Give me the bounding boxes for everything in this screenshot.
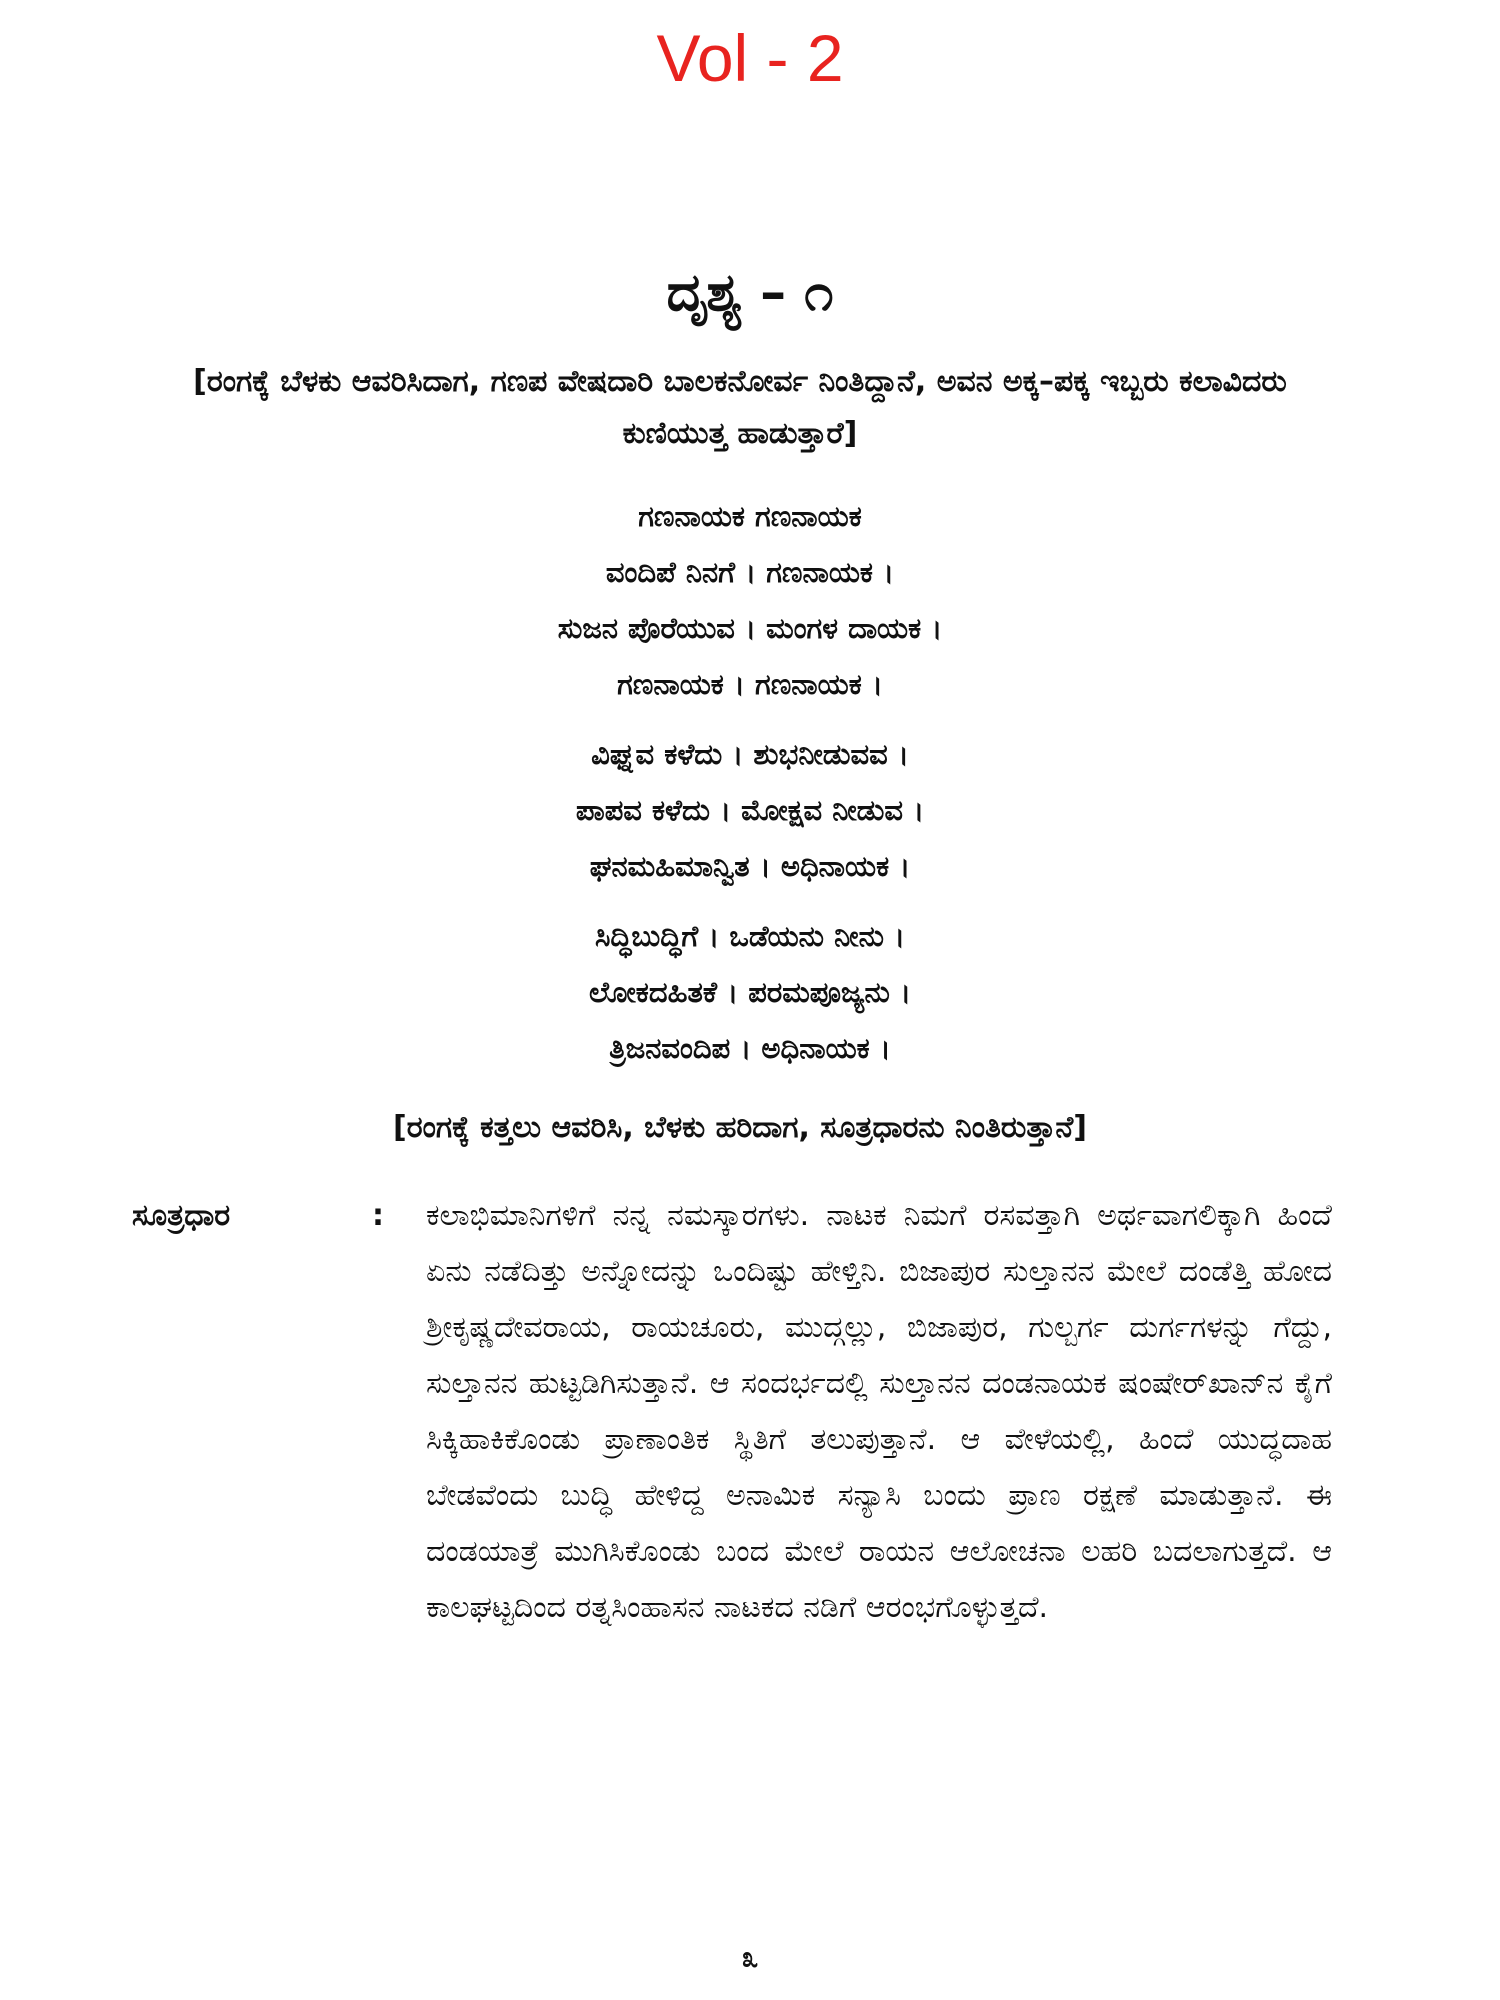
scene-title: ದೃಶ್ಯ – ೧	[666, 263, 834, 323]
song-line: ಗಣನಾಯಕ । ಗಣನಾಯಕ ।	[617, 667, 883, 701]
song-line: ಘನಮಹಿಮಾನ್ವಿತ । ಅಧಿನಾಯಕ ।	[589, 849, 911, 883]
song-line: ತ್ರಿಜನವಂದಿಪ । ಅಧಿನಾಯಕ ।	[609, 1031, 891, 1065]
song-stanza	[0, 726, 1500, 894]
song-stanza	[0, 488, 1500, 712]
song-stanza	[0, 908, 1500, 1076]
song-line: ಸುಜನ ಪೊರೆಯುವ । ಮಂಗಳ ದಾಯಕ ।	[557, 611, 943, 645]
dialogue-text: ಕಲಾಭಿಮಾನಿಗಳಿಗೆ ನನ್ನ ನಮಸ್ಕಾರಗಳು. ನಾಟಕ ನಿಮಗೆ ರಸವತ್ತಾಗಿ ಅರ್ಥವಾಗಲಿಕ್ಕಾಗಿ ಹಿಂದೆ ಏನು ನಡೆದಿತ್ತು ಅನ್ನೋದನ್ನು ಒಂದಿಷ್ಟು ಹೇಳ್ತಿನಿ. ಬಿಜಾಪುರ ಸುಲ್ತಾನನ ಮೇಲೆ ದಂಡೆತ್ತಿ ಹೋದ ಶ್ರೀಕೃಷ್ಣದೇವರಾಯ, ರಾಯಚೂರು, ಮುದ್ಗಲ್ಲು, ಬಿಜಾಪುರ, ಗುಲ್ಬರ್ಗ ದುರ್ಗಗಳನ್ನು ಗೆದ್ದು, ಸುಲ್ತಾನನ ಹುಟ್ಟಡಿಗಿಸುತ್ತಾನೆ. ಆ ಸಂದರ್ಭದಲ್ಲಿ ಸುಲ್ತಾನನ ದಂಡನಾಯಕ ಷಂಷೇರ್‌ಖಾನ್‌ನ ಕೈಗೆ ಸಿಕ್ಕಿಹಾಕಿಕೊಂಡು ಪ್ರಾಣಾಂತಿಕ ಸ್ಥಿತಿಗೆ ತಲುಪುತ್ತಾನೆ. ಆ ವೇಳೆಯಲ್ಲಿ, ಹಿಂದೆ ಯುದ್ಧದಾಹ ಬೇಡವೆಂದು ಬುದ್ಧಿ ಹೇಳಿದ್ದ ಅನಾಮಿಕ ಸನ್ಯಾಸಿ ಬಂದು ಪ್ರಾಣ ರಕ್ಷಣೆ ಮಾಡುತ್ತಾನೆ. ಈ ದಂಡಯಾತ್ರೆ ಮುಗಿಸಿಕೊಂಡು ಬಂದ ಮೇಲೆ ರಾಯನ ಆಲೋಚನಾ ಲಹರಿ ಬದಲಾಗುತ್ತದೆ. ಆ ಕಾಲಘಟ್ಟದಿಂದ ರತ್ನಸಿಂಹಾಸನ ನಾಟಕದ ನಡಿಗೆ ಆರಂಭಗೊಳ್ಳುತ್ತದೆ.	[426, 1198, 1332, 1625]
opening-stage-direction: [ರಂಗಕ್ಕೆ ಬೆಳಕು ಆವರಿಸಿದಾಗ, ಗಣಪ ವೇಷದಾರಿ ಬಾಲಕನೋರ್ವ ನಿಂತಿದ್ದಾನೆ, ಅವನ ಅಕ್ಕ–ಪಕ್ಕ ಇಬ್ಬರು ಕಲಾವಿದರು ಕುಣಿಯುತ್ತ ಹಾಡುತ್ತಾರೆ]	[193, 364, 1287, 451]
song-line: ವಂದಿಪೆ ನಿನಗೆ । ಗಣನಾಯಕ ।	[605, 555, 895, 589]
speaker-separator: :	[372, 1198, 384, 1233]
closing-stage-direction: [ರಂಗಕ್ಕೆ ಕತ್ತಲು ಆವರಿಸಿ, ಬೆಳಕು ಹರಿದಾಗ, ಸೂತ್ರಧಾರನು ನಿಂತಿರುತ್ತಾನೆ]	[393, 1110, 1087, 1145]
volume-label: Vol - 2	[656, 21, 844, 95]
page-number: ೩	[741, 1940, 759, 1975]
speaker-name: ಸೂತ್ರಧಾರ	[132, 1198, 231, 1233]
song	[0, 488, 1500, 1090]
song-line: ಸಿದ್ಧಿಬುದ್ಧಿಗೆ । ಒಡೆಯನು ನೀನು ।	[594, 919, 906, 953]
song-line: ವಿಘ್ನವ ಕಳೆದು । ಶುಭನೀಡುವವ ।	[591, 737, 909, 771]
song-line: ಲೋಕದಹಿತಕೆ । ಪರಮಪೂಜ್ಯನು ।	[588, 975, 911, 1009]
song-line: ಪಾಪವ ಕಳೆದು । ಮೋಕ್ಷವ ನೀಡುವ ।	[575, 793, 925, 827]
song-line: ಗಣನಾಯಕ ಗಣನಾಯಕ	[638, 499, 862, 533]
